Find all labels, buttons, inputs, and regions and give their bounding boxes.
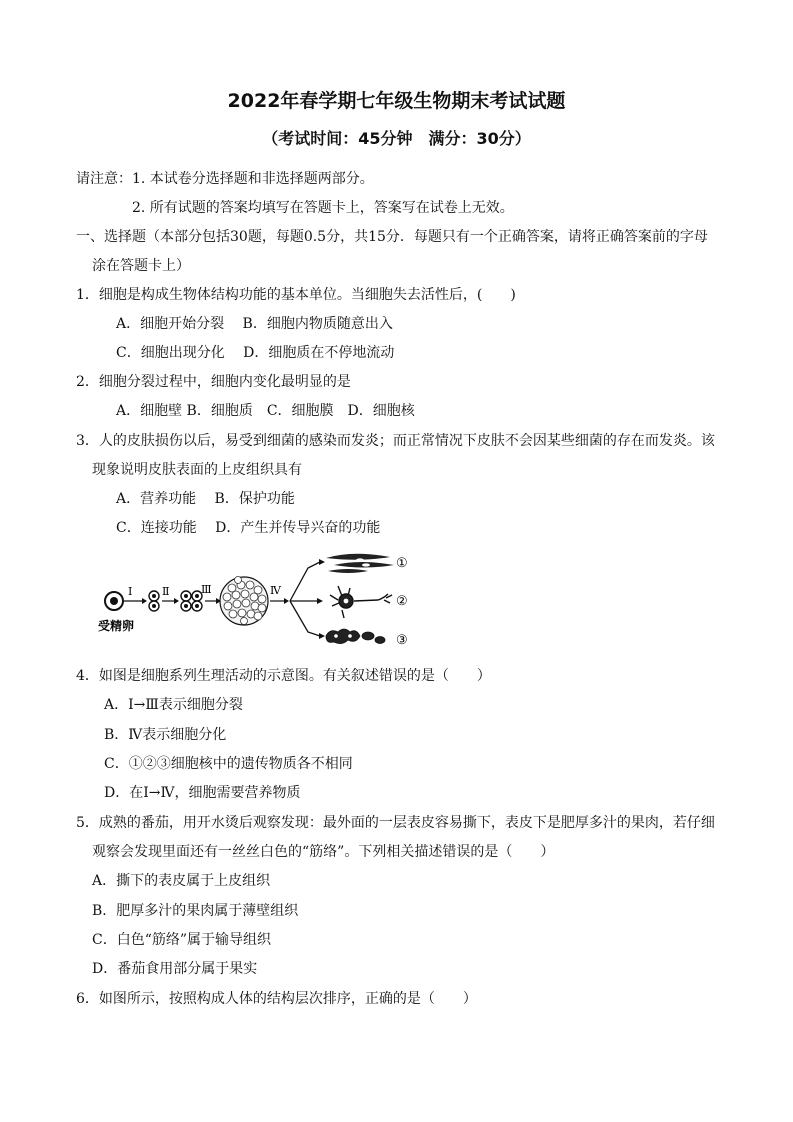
section-heading-line1: 一、选择题（本部分包括30题，每题0.5分，共15分．每题只有一个正确答案，请将正确答案前的字母 [76,229,708,245]
arrow-head-2-icon [174,598,179,604]
question-5-stem-line2: 观察会发现里面还有一丝丝白色的“筋络”。下列相关描述错误的是（ ） [92,844,555,860]
stage-2-label: Ⅱ [162,585,170,598]
question-5-option-a: A．撕下的表皮属于上皮组织 [92,873,271,889]
arrow-head-1-icon [142,598,147,604]
muscle-cells-icon [326,554,394,573]
stage-3-label: Ⅲ [201,583,212,596]
question-4-stem: 4．如图是细胞系列生理活动的示意图。有关叙述错误的是（ ） [76,668,491,684]
output-2-label: ② [396,594,408,609]
section-heading-line2: 涂在答题卡上） [92,258,190,274]
question-3-options-ab: A．营养功能 B．保护功能 [116,491,295,507]
blood-cells-icon [326,629,385,644]
question-2-stem: 2．细胞分裂过程中，细胞内变化最明显的是 [76,374,351,390]
question-5-stem-line1: 5．成熟的番茄，用开水烫后观察发现：最外面的一层表皮容易撕下，表皮下是肥厚多汁的果肉，若仔细 [76,815,715,831]
fertilized-egg-label: 受精卵 [98,619,135,633]
stage-4-label: Ⅳ [270,584,281,597]
cell-development-diagram [98,548,438,668]
question-3-options-cd: C．连接功能 D．产生并传导兴奋的功能 [116,520,381,536]
output-1-label: ① [396,556,408,571]
stage-1-label: Ⅰ [128,585,133,598]
arrow-head-4-icon [284,598,289,604]
question-2-options: A．细胞壁 B．细胞质 C．细胞膜 D．细胞核 [116,403,415,419]
question-4-option-c: C．①②③细胞核中的遗传物质各不相同 [104,756,353,772]
exam-info: （考试时间：45分钟 满分：30分） [262,129,531,148]
question-6-stem: 6．如图所示，按照构成人体的结构层次排序，正确的是（ ） [76,991,477,1007]
question-3-stem-line1: 3．人的皮肤损伤以后，易受到细菌的感染而发炎；而正常情况下皮肤不会因某些细菌的存在而发炎。该 [76,433,715,449]
question-1-options-ab: A．细胞开始分裂 B．细胞内物质随意出入 [116,316,393,332]
branch-head-1-icon [319,559,325,565]
question-4-option-b: B．Ⅳ表示细胞分化 [104,727,227,743]
question-5-option-b: B．肥厚多汁的果肉属于薄壁组织 [92,903,299,919]
branch-arrows [290,562,320,636]
cell-mass-icon [220,577,268,626]
question-4-option-a: A．Ⅰ→Ⅲ表示细胞分裂 [104,697,243,713]
question-1-stem: 1．细胞是构成生物体结构功能的基本单位。当细胞失去活性后，( ) [76,287,516,303]
question-5-option-c: C．白色“筋络”属于输导组织 [92,932,272,948]
two-cell-icon [149,591,159,611]
question-4-option-d: D．在Ⅰ→Ⅳ，细胞需要营养物质 [104,785,301,801]
fertilized-egg-icon [105,592,123,610]
branch-head-3-icon [319,633,325,639]
four-cell-icon [181,591,202,611]
notice-2: 2. 所有试题的答案均填写在答题卡上，答案写在试卷上无效。 [132,200,514,216]
neuron-cell-icon [330,586,392,618]
notice-1: 请注意：1. 本试卷分选择题和非选择题两部分。 [76,171,374,187]
question-5-option-d: D．番茄食用部分属于果实 [92,961,258,977]
branch-head-2-icon [317,598,323,604]
page-title: 2022年春学期七年级生物期末考试试题 [227,90,566,112]
question-1-options-cd: C．细胞出现分化 D．细胞质在不停地流动 [116,345,395,361]
question-3-stem-line2: 现象说明皮肤表面的上皮组织具有 [92,462,302,478]
output-3-label: ③ [396,633,408,648]
